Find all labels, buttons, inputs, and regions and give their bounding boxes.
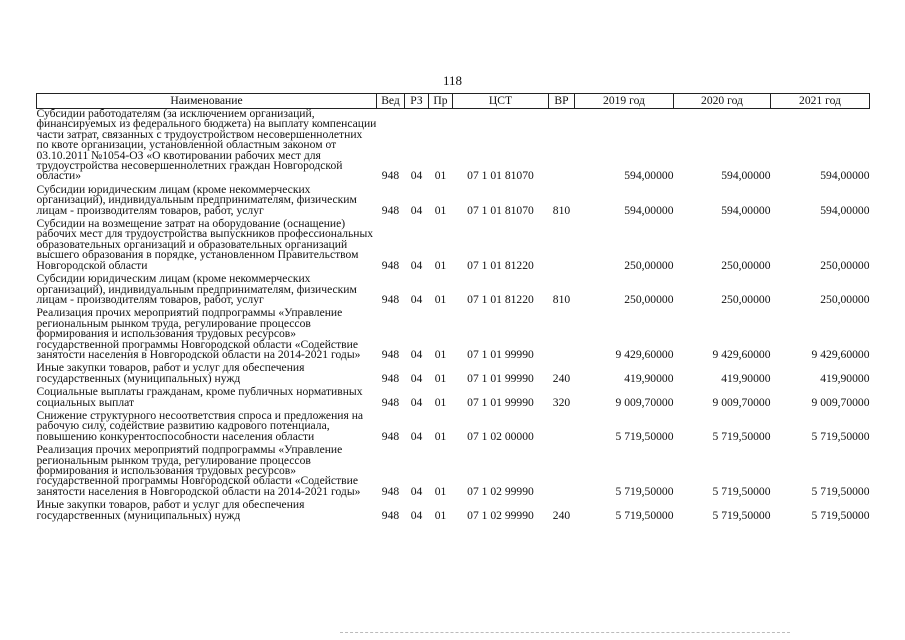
row-vr: 320 [552, 395, 571, 409]
row-2019: 5 719,50000 [615, 484, 674, 498]
row-rz: 04 [410, 395, 423, 409]
row-2020: 5 719,50000 [712, 484, 771, 498]
header-2019: 2019 год [575, 94, 674, 109]
row-ved: 948 [381, 169, 400, 183]
row-name: Субсидии на возмещение затрат на оборудование (оснащение) рабочих мест для трудоустройства выпускников профессиональных образовательных организаций и образовательных организаций высшего образования в порядке, установленном Правительством Новгородской области [36, 217, 374, 272]
header-vr: ВР [549, 94, 575, 109]
row-pr: 01 [434, 292, 447, 306]
row-2021: 5 719,50000 [811, 508, 870, 522]
row-name: Реализация прочих мероприятий подпрограммы «Управление региональным рынком труда, регулирование процессов формирования и использования трудовых ресурсов» государственной программы Новгородской области «Содействие занятости населения в Новгородской области на 2014-2021 годы» [36, 306, 361, 361]
row-2020: 594,00000 [721, 169, 771, 183]
table-row [37, 443, 870, 498]
row-ved: 948 [381, 292, 400, 306]
row-2019: 250,00000 [624, 292, 674, 306]
row-2019: 419,90000 [624, 371, 674, 385]
row-cst: 07 1 01 81070 [467, 203, 534, 217]
row-2019: 250,00000 [624, 258, 674, 272]
row-rz: 04 [410, 203, 423, 217]
row-vr [549, 217, 575, 272]
row-name: Субсидии работодателям (за исключением организаций, финансируемых из федерального бюджета) на выплату компенсации части затрат, связанных с трудоустройством несовершеннолетних по квоте организации, установленной областным законом от 03.10.2011 №1054-ОЗ «О квотировании рабочих мест для трудоустройства несовершеннолетних граждан Новгородской области» [36, 107, 377, 183]
row-vr: 810 [552, 292, 571, 306]
row-2019: 9 009,70000 [615, 395, 674, 409]
table-row [37, 409, 870, 443]
budget-table [36, 93, 870, 522]
row-2021: 9 429,60000 [811, 347, 870, 361]
row-cst: 07 1 01 81070 [467, 169, 534, 183]
header-name: Наименование [37, 94, 377, 109]
header-rz: РЗ [405, 94, 429, 109]
row-2021: 250,00000 [820, 292, 870, 306]
row-cst: 07 1 01 99990 [467, 347, 534, 361]
row-pr: 01 [434, 371, 447, 385]
header-ved: Вед [377, 94, 405, 109]
row-ved: 948 [381, 371, 400, 385]
row-2020: 5 719,50000 [712, 508, 771, 522]
row-ved: 948 [381, 484, 400, 498]
row-vr [549, 443, 575, 498]
row-2020: 419,90000 [721, 371, 771, 385]
row-pr: 01 [434, 347, 447, 361]
row-name: Субсидии юридическим лицам (кроме некоммерческих организаций), индивидуальным предпринимателям, физическим лицам - производителям товаров, работ, услуг [36, 272, 357, 306]
row-rz: 04 [410, 508, 423, 522]
row-pr: 01 [434, 395, 447, 409]
row-ved: 948 [381, 429, 400, 443]
row-ved: 948 [381, 508, 400, 522]
table-row [37, 498, 870, 522]
row-2019: 9 429,60000 [615, 347, 674, 361]
row-2021: 250,00000 [820, 258, 870, 272]
row-cst: 07 1 02 00000 [467, 429, 534, 443]
row-rz: 04 [410, 429, 423, 443]
row-pr: 01 [434, 484, 447, 498]
table-row [37, 306, 870, 361]
row-vr [549, 109, 575, 183]
row-rz: 04 [410, 292, 423, 306]
row-cst: 07 1 01 81220 [467, 292, 534, 306]
row-vr: 810 [552, 203, 571, 217]
row-pr: 01 [434, 203, 447, 217]
row-cst: 07 1 01 99990 [467, 395, 534, 409]
row-name: Социальные выплаты гражданам, кроме публичных нормативных социальных выплат [36, 385, 363, 409]
row-name: Иные закупки товаров, работ и услуг для обеспечения государственных (муниципальных) нужд [36, 498, 305, 522]
row-2021: 9 009,70000 [811, 395, 870, 409]
table-row [37, 217, 870, 272]
row-rz: 04 [410, 371, 423, 385]
row-ved: 948 [381, 347, 400, 361]
header-pr: Пр [429, 94, 453, 109]
row-ved: 948 [381, 258, 400, 272]
row-2020: 9 429,60000 [712, 347, 771, 361]
row-2021: 594,00000 [820, 169, 870, 183]
row-cst: 07 1 01 81220 [467, 258, 534, 272]
row-vr [549, 306, 575, 361]
row-ved: 948 [381, 203, 400, 217]
row-name: Реализация прочих мероприятий подпрограммы «Управление региональным рынком труда, регулирование процессов формирования и использования трудовых ресурсов» государственной программы Новгородской области «Содействие занятости населения в Новгородской области на 2014-2021 годы» [36, 443, 361, 498]
table-row [37, 272, 870, 306]
row-rz: 04 [410, 258, 423, 272]
header-2021: 2021 год [771, 94, 870, 109]
row-pr: 01 [434, 429, 447, 443]
row-cst: 07 1 02 99990 [467, 484, 534, 498]
row-name: Иные закупки товаров, работ и услуг для обеспечения государственных (муниципальных) нужд [36, 361, 305, 385]
row-2021: 5 719,50000 [811, 484, 870, 498]
header-2020: 2020 год [674, 94, 771, 109]
row-cst: 07 1 02 99990 [467, 508, 534, 522]
row-2021: 419,90000 [820, 371, 870, 385]
row-pr: 01 [434, 508, 447, 522]
row-2021: 594,00000 [820, 203, 870, 217]
table-row [37, 385, 870, 409]
table-row [37, 361, 870, 385]
row-name: Субсидии юридическим лицам (кроме некоммерческих организаций), индивидуальным предпринимателям, физическим лицам - производителям товаров, работ, услуг [36, 182, 357, 217]
row-2020: 250,00000 [721, 292, 771, 306]
row-rz: 04 [410, 169, 423, 183]
header-cst: ЦСТ [453, 94, 549, 109]
row-vr: 240 [552, 371, 571, 385]
row-ved: 948 [381, 395, 400, 409]
row-2020: 250,00000 [721, 258, 771, 272]
row-2019: 5 719,50000 [615, 508, 674, 522]
row-2019: 5 719,50000 [615, 429, 674, 443]
row-cst: 07 1 01 99990 [467, 371, 534, 385]
table-row [37, 109, 870, 183]
table-row [37, 183, 870, 217]
row-2021: 5 719,50000 [811, 429, 870, 443]
row-2020: 594,00000 [721, 203, 771, 217]
row-vr: 240 [552, 508, 571, 522]
row-pr: 01 [434, 169, 447, 183]
row-rz: 04 [410, 484, 423, 498]
row-vr [549, 409, 575, 443]
row-name: Снижение структурного несоответствия спроса и предложения на рабочую силу, содействие развитию кадрового потенциала, повышению конкурентоспособности населения области [36, 408, 364, 443]
page-number: 118 [442, 73, 463, 88]
table-body [37, 109, 870, 523]
row-2020: 9 009,70000 [712, 395, 771, 409]
scan-artifact [340, 632, 790, 634]
row-2019: 594,00000 [624, 169, 674, 183]
row-2020: 5 719,50000 [712, 429, 771, 443]
row-pr: 01 [434, 258, 447, 272]
row-2019: 594,00000 [624, 203, 674, 217]
row-rz: 04 [410, 347, 423, 361]
